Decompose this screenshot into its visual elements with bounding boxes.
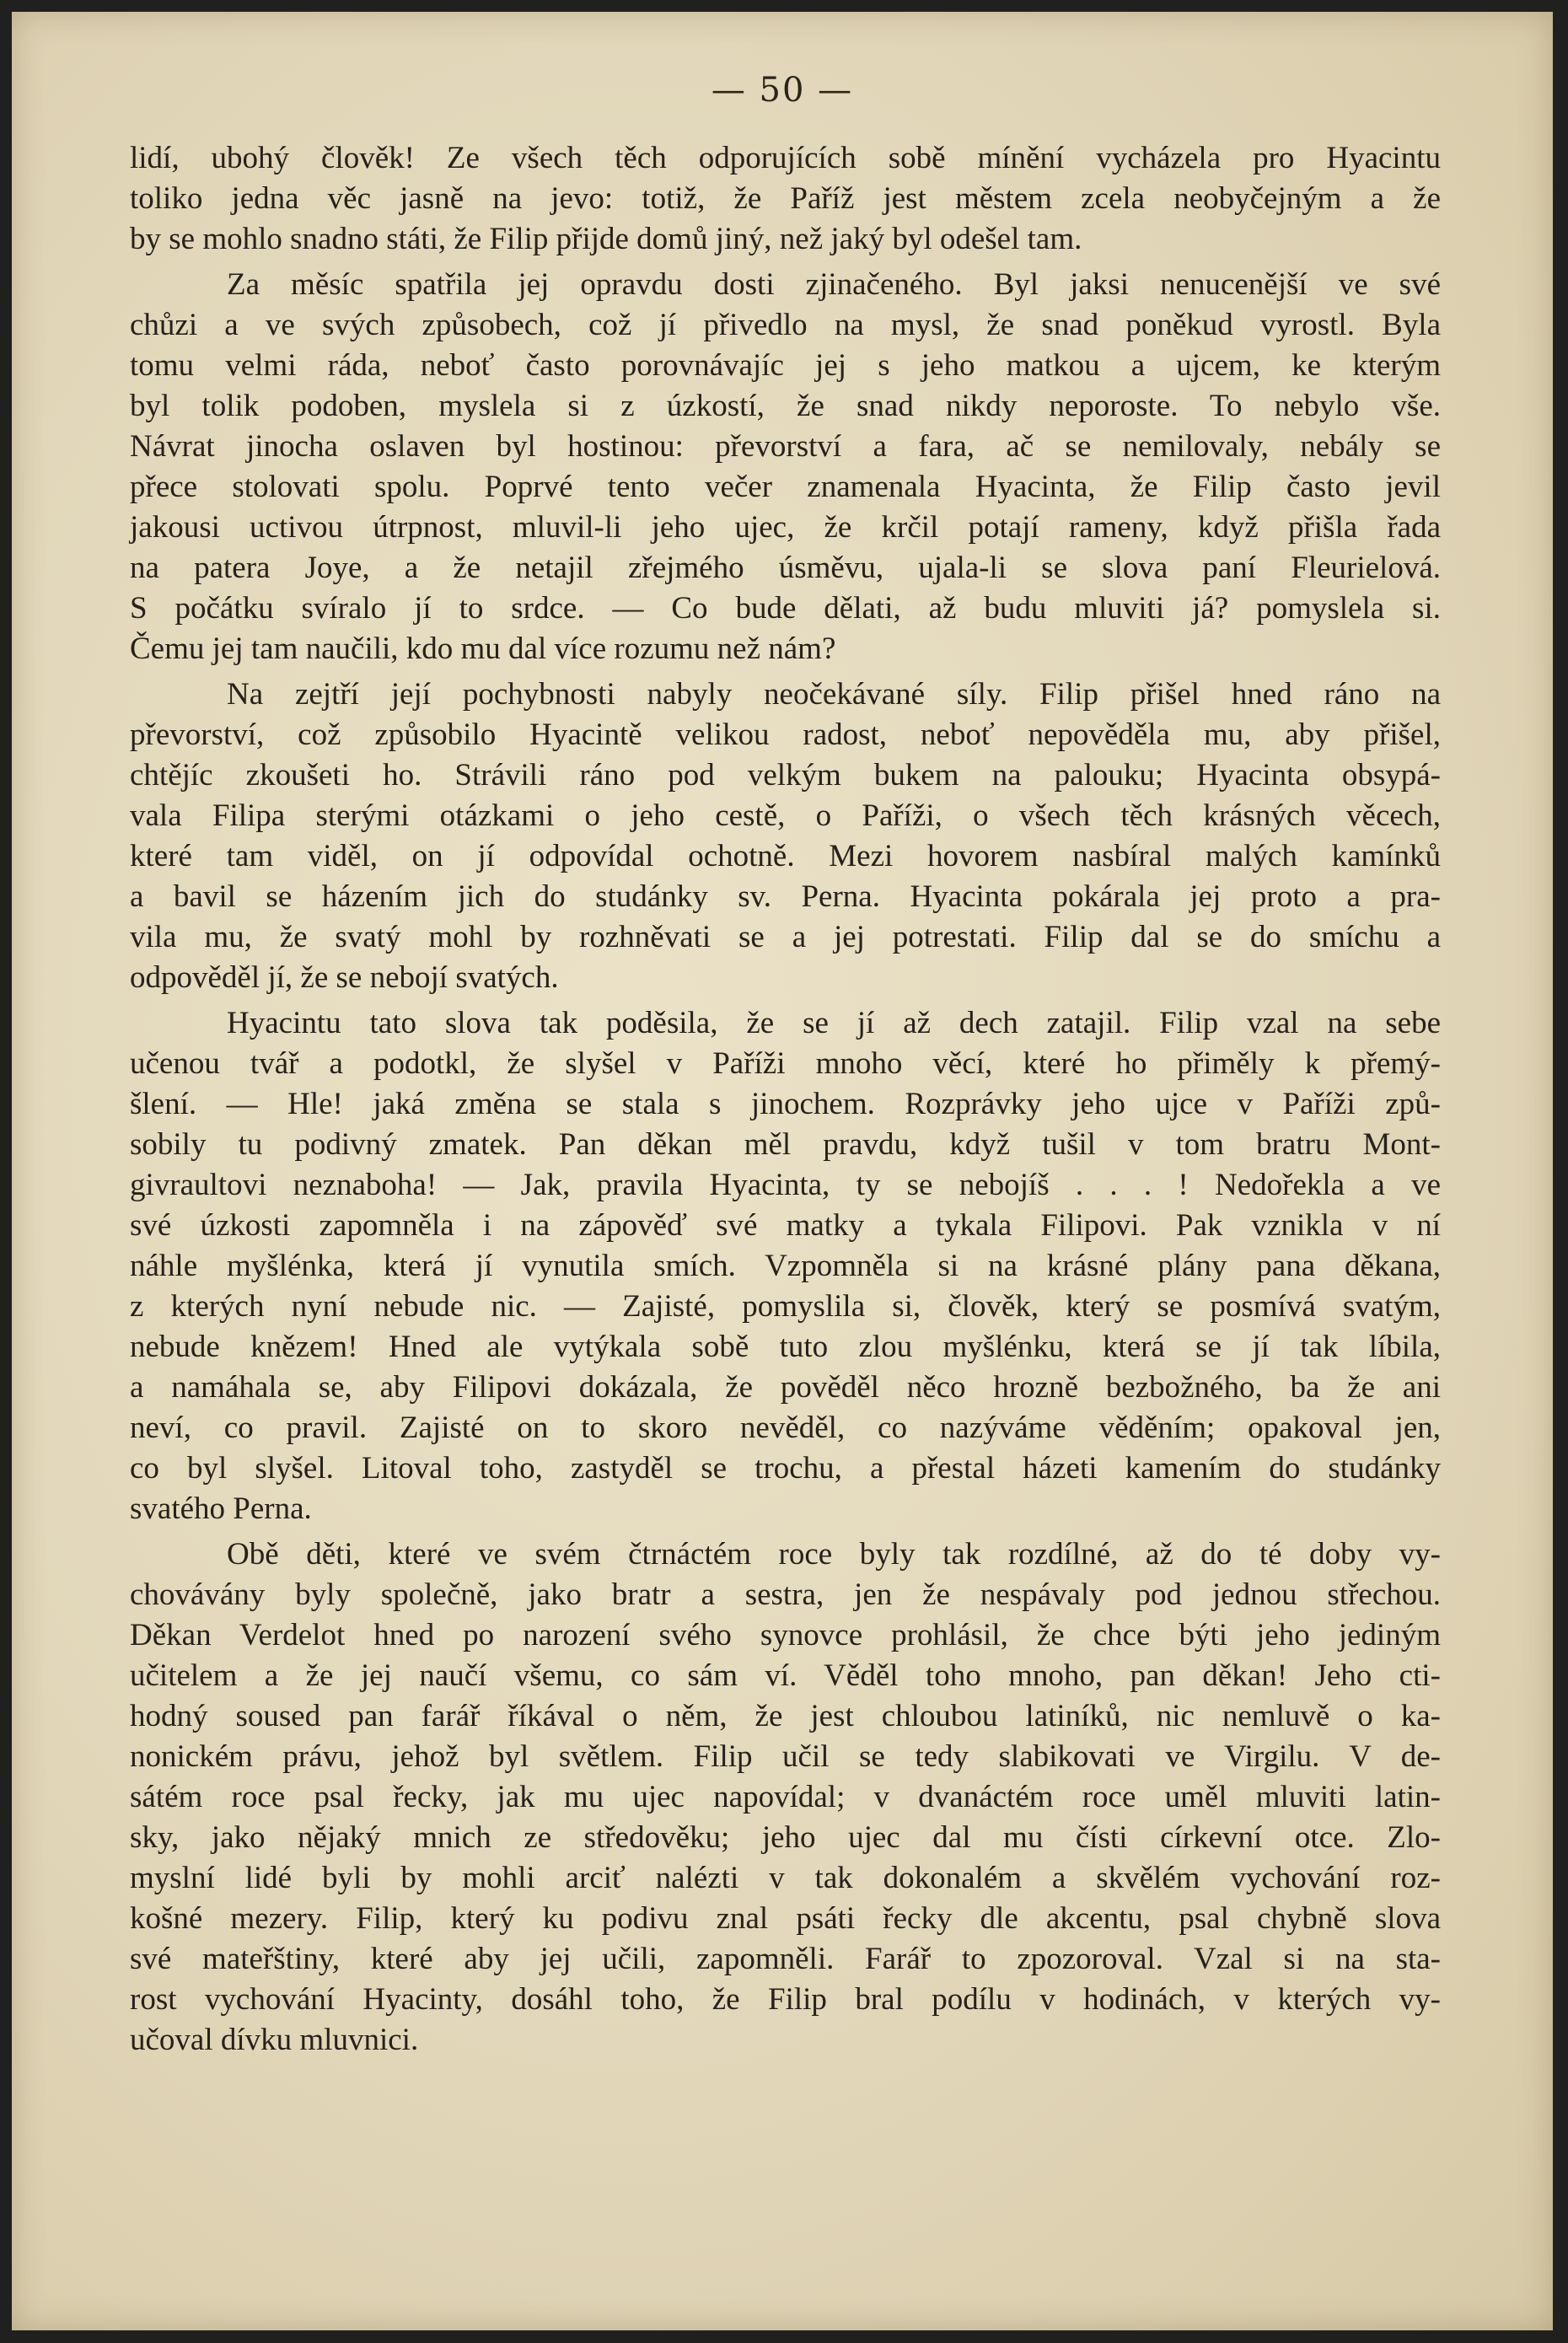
text-line: učitelem a že jej naučí všemu, co sám ví. Věděl toho mnoho, pan děkan! Jeho cti- (130, 1658, 1441, 1693)
paragraph (130, 1003, 1441, 1529)
text-line: nonickém právu, jehož byl světlem. Filip učil se tedy slabikovati ve Virgilu. V de- (130, 1739, 1441, 1774)
text-line: rost vychování Hyacinty, dosáhl toho, že Filip bral podílu v hodinách, v kterých vy- (130, 1982, 1441, 2017)
page-number: — 50 — (711, 71, 854, 110)
text-line: toliko jedna věc jasně na jevo: totiž, že Paříž jest městem zcela neobyčejným a že (130, 181, 1441, 216)
paragraph (130, 138, 1441, 260)
text-line: a bavil se házením jich do studánky sv. Perna. Hyacinta pokárala jej proto a pra- (130, 879, 1441, 914)
text-line: učoval dívku mluvnici. (130, 2023, 419, 2057)
text-line: Za měsíc spatřila jej opravdu dosti zjinačeného. Byl jaksi nenucenější ve své (227, 267, 1441, 302)
text-line: šlení. — Hle! jaká změna se stala s jinochem. Rozprávky jeho ujce v Paříži způ- (130, 1087, 1441, 1121)
body-text (130, 138, 1441, 2066)
text-line: tomu velmi ráda, neboť často porovnávajíc jej s jeho matkou a ujcem, ke kterým (130, 348, 1441, 383)
text-line: lidí, ubohý člověk! Ze všech těch odporujících sobě mínění vycházela pro Hyacintu (130, 141, 1441, 175)
text-line: nebude knězem! Hned ale vytýkala sobě tuto zlou myšlénku, která se jí tak líbila, (130, 1330, 1441, 1364)
text-line: Na zejtří její pochybnosti nabyly neočekávané síly. Filip přišel hned ráno na (227, 677, 1441, 712)
text-line: a namáhala se, aby Filipovi dokázala, že pověděl něco hrozně bezbožného, ba že ani (130, 1370, 1441, 1405)
text-line: chtějíc zkoušeti ho. Strávili ráno pod velkým bukem na palouku; Hyacinta obsypá- (130, 758, 1441, 793)
text-line: z kterých nyní nebude nic. — Zajisté, pomyslila si, člověk, který se posmívá svatým, (130, 1289, 1441, 1324)
text-line: Děkan Verdelot hned po narození svého synovce prohlásil, že chce býti jeho jediným (130, 1618, 1441, 1652)
text-line: které tam viděl, on jí odpovídal ochotně. Mezi hovorem nasbíral malých kamínků (130, 839, 1441, 873)
paragraph (130, 265, 1441, 669)
paragraph (130, 1534, 1441, 2061)
text-line: odpověděl jí, že se nebojí svatých. (130, 960, 559, 995)
text-line: převorství, což způsobilo Hyacintě velikou radost, neboť nepověděla mu, aby přišel, (130, 717, 1441, 752)
text-line: givraultovi neznaboha! — Jak, pravila Hyacinta, ty se nebojíš . . . ! Nedořekla a ve (130, 1168, 1441, 1202)
text-line: chovávány byly společně, jako bratr a sestra, jen že nespávaly pod jednou střechou. (130, 1577, 1441, 1612)
text-line: co byl slyšel. Litoval toho, zastyděl se trochu, a přestal házeti kamením do studánky (130, 1451, 1441, 1486)
text-line: neví, co pravil. Zajisté on to skoro nevěděl, co nazýváme věděním; opakoval jen, (130, 1411, 1441, 1445)
text-line: by se mohlo snadno státi, že Filip přijde domů jiný, než jaký byl odešel tam. (130, 222, 1082, 256)
text-line: své mateřštiny, které aby jej učili, zapomněli. Farář to zpozoroval. Vzal si na sta- (130, 1942, 1441, 1976)
text-line: jakousi uctivou útrpnost, mluvil-li jeho ujec, že krčil potají rameny, když přišla řada (130, 510, 1441, 545)
text-line: vala Filipa sterými otázkami o jeho cestě, o Paříži, o všech těch krásných věcech, (130, 798, 1441, 833)
text-line: učenou tvář a podotkl, že slyšel v Paříži mnoho věcí, které ho přiměly k přemý- (130, 1046, 1441, 1081)
text-line: hodný soused pan farář říkával o něm, že jest chloubou latiníků, nic nemluvě o ka- (130, 1699, 1441, 1733)
text-line: svatého Perna. (130, 1491, 312, 1526)
text-line: Čemu jej tam naučili, kdo mu dal více rozumu než nám? (130, 631, 836, 666)
text-line: myslní lidé byli by mohli arciť nalézti v tak dokonalém a skvělém vychování roz- (130, 1861, 1441, 1895)
text-line: Návrat jinocha oslaven byl hostinou: převorství a fara, ač se nemilovaly, nebály se (130, 429, 1441, 464)
text-line: chůzi a ve svých způsobech, což jí přivedlo na mysl, že snad poněkud vyrostl. Byla (130, 308, 1441, 342)
text-line: Hyacintu tato slova tak poděsila, že se jí až dech zatajil. Filip vzal na sebe (227, 1006, 1441, 1040)
text-line: S počátku svíralo jí to srdce. — Co bude dělati, až budu mluviti já? pomyslela si. (130, 591, 1441, 626)
text-line: košné mezery. Filip, který ku podivu znal psáti řecky dle akcentu, psal chybně slova (130, 1901, 1441, 1936)
text-line: sobily tu podivný zmatek. Pan děkan měl pravdu, když tušil v tom bratru Mont- (130, 1127, 1441, 1162)
text-line: na patera Joye, a že netajil zřejmého úsměvu, ujala-li se slova paní Fleurielová. (130, 551, 1441, 585)
text-line: náhle myšlénka, která jí vynutila smích. Vzpomněla si na krásné plány pana děkana, (130, 1249, 1441, 1283)
text-line: sky, jako nějaký mnich ze středověku; jeho ujec dal mu čísti církevní otce. Zlo- (130, 1820, 1441, 1855)
text-line: své úzkosti zapomněla i na zápověď své matky a tykala Filipovi. Pak vznikla v ní (130, 1208, 1441, 1243)
text-line: sátém roce psal řecky, jak mu ujec napovídal; v dvanáctém roce uměl mluviti latin- (130, 1780, 1441, 1814)
book-page (12, 12, 1553, 2330)
text-line: vila mu, že svatý mohl by rozhněvati se a jej potrestati. Filip dal se do smíchu a (130, 920, 1441, 954)
text-line: přece stolovati spolu. Poprvé tento večer znamenala Hyacinta, že Filip často jevil (130, 470, 1441, 504)
text-line: Obě děti, které ve svém čtrnáctém roce byly tak rozdílné, až do té doby vy- (227, 1537, 1441, 1572)
paragraph (130, 674, 1441, 998)
text-line: byl tolik podoben, myslela si z úzkostí, že snad nikdy neporoste. To nebylo vše. (130, 389, 1441, 423)
